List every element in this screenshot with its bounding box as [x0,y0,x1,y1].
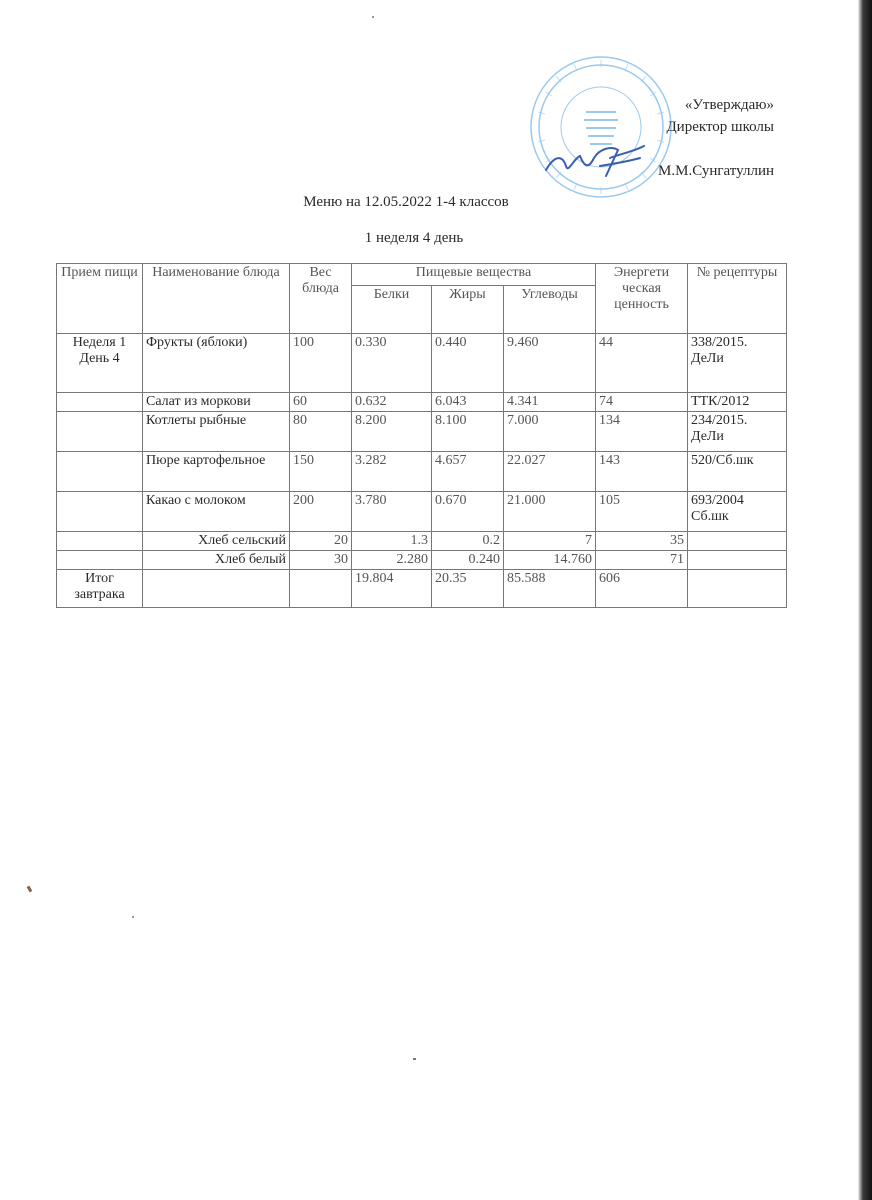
header-fats: Жиры [432,286,504,334]
cell-dish: Котлеты рыбные [143,412,290,452]
cell-meal: Неделя 1 День 4 [57,334,143,393]
approval-line-approve: «Утверждаю» [684,97,774,113]
total-recipe-empty [688,570,787,608]
cell-proteins: 2.280 [352,551,432,570]
cell-weight: 20 [290,532,352,551]
header-carbs: Углеводы [504,286,596,334]
cell-fats: 4.657 [432,452,504,492]
cell-meal [57,412,143,452]
total-weight-empty [290,570,352,608]
menu-title: Меню на 12.05.2022 1-4 классов [303,194,509,210]
table-row [57,492,787,532]
header-meal: Прием пищи [57,264,143,334]
total-row [57,570,787,608]
total-fats: 20.35 [432,570,504,608]
cell-fats: 8.100 [432,412,504,452]
cell-meal [57,532,143,551]
director-signature [540,136,660,186]
cell-proteins: 0.330 [352,334,432,393]
cell-carbs: 22.027 [504,452,596,492]
cell-energy: 71 [596,551,688,570]
cell-proteins: 1.3 [352,532,432,551]
cell-recipe [688,551,787,570]
header-weight: Вес блюда [290,264,352,334]
total-proteins: 19.804 [352,570,432,608]
header-nutrients: Пищевые вещества [352,264,596,286]
table-row [57,412,787,452]
cell-energy: 35 [596,532,688,551]
cell-proteins: 0.632 [352,393,432,412]
cell-carbs: 21.000 [504,492,596,532]
approval-block [658,94,774,182]
total-energy: 606 [596,570,688,608]
cell-dish: Какао с молоком [143,492,290,532]
approval-line-name: М.М.Сунгатуллин [658,163,774,179]
cell-fats: 0.670 [432,492,504,532]
cell-weight: 80 [290,412,352,452]
table-row [57,452,787,492]
cell-recipe: 520/Сб.шк [688,452,787,492]
cell-energy: 105 [596,492,688,532]
cell-carbs: 9.460 [504,334,596,393]
header-energy: Энергети ческая ценность [596,264,688,334]
cell-meal [57,452,143,492]
cell-proteins: 3.282 [352,452,432,492]
cell-fats: 6.043 [432,393,504,412]
total-carbs: 85.588 [504,570,596,608]
menu-subtitle: 1 неделя 4 день [364,230,464,246]
cell-weight: 30 [290,551,352,570]
cell-carbs: 7.000 [504,412,596,452]
cell-weight: 100 [290,334,352,393]
cell-weight: 60 [290,393,352,412]
cell-weight: 200 [290,492,352,532]
header-dish: Наименование блюда [143,264,290,334]
cell-dish: Хлеб сельский [143,532,290,551]
cell-fats: 0.440 [432,334,504,393]
cell-recipe [688,532,787,551]
cell-energy: 74 [596,393,688,412]
cell-proteins: 8.200 [352,412,432,452]
table-row [57,551,787,570]
cell-energy: 143 [596,452,688,492]
cell-recipe: 693/2004 Сб.шк [688,492,787,532]
scan-speck [372,16,374,18]
cell-dish: Пюре картофельное [143,452,290,492]
cell-recipe: ТТК/2012 [688,393,787,412]
cell-recipe: 234/2015. ДеЛи [688,412,787,452]
cell-proteins: 3.780 [352,492,432,532]
header-row [57,264,787,286]
cell-meal [57,393,143,412]
total-label: Итог завтрака [57,570,143,608]
cell-fats: 0.2 [432,532,504,551]
header-recipe: № рецептуры [688,264,787,334]
table-row [57,393,787,412]
cell-energy: 44 [596,334,688,393]
cell-carbs: 4.341 [504,393,596,412]
scan-speck [27,886,33,893]
cell-dish: Салат из моркови [143,393,290,412]
cell-fats: 0.240 [432,551,504,570]
table-row [57,532,787,551]
cell-dish: Фрукты (яблоки) [143,334,290,393]
cell-recipe: 338/2015. ДеЛи [688,334,787,393]
cell-carbs: 14.760 [504,551,596,570]
cell-meal [57,492,143,532]
header-proteins: Белки [352,286,432,334]
scan-speck [132,916,134,918]
approval-line-position: Директор школы [666,119,774,135]
total-dish-empty [143,570,290,608]
cell-meal [57,551,143,570]
cell-weight: 150 [290,452,352,492]
menu-table [56,263,787,608]
cell-energy: 134 [596,412,688,452]
cell-dish: Хлеб белый [143,551,290,570]
table-row [57,334,787,393]
cell-carbs: 7 [504,532,596,551]
scan-speck [413,1058,416,1060]
scan-edge [858,0,872,1200]
